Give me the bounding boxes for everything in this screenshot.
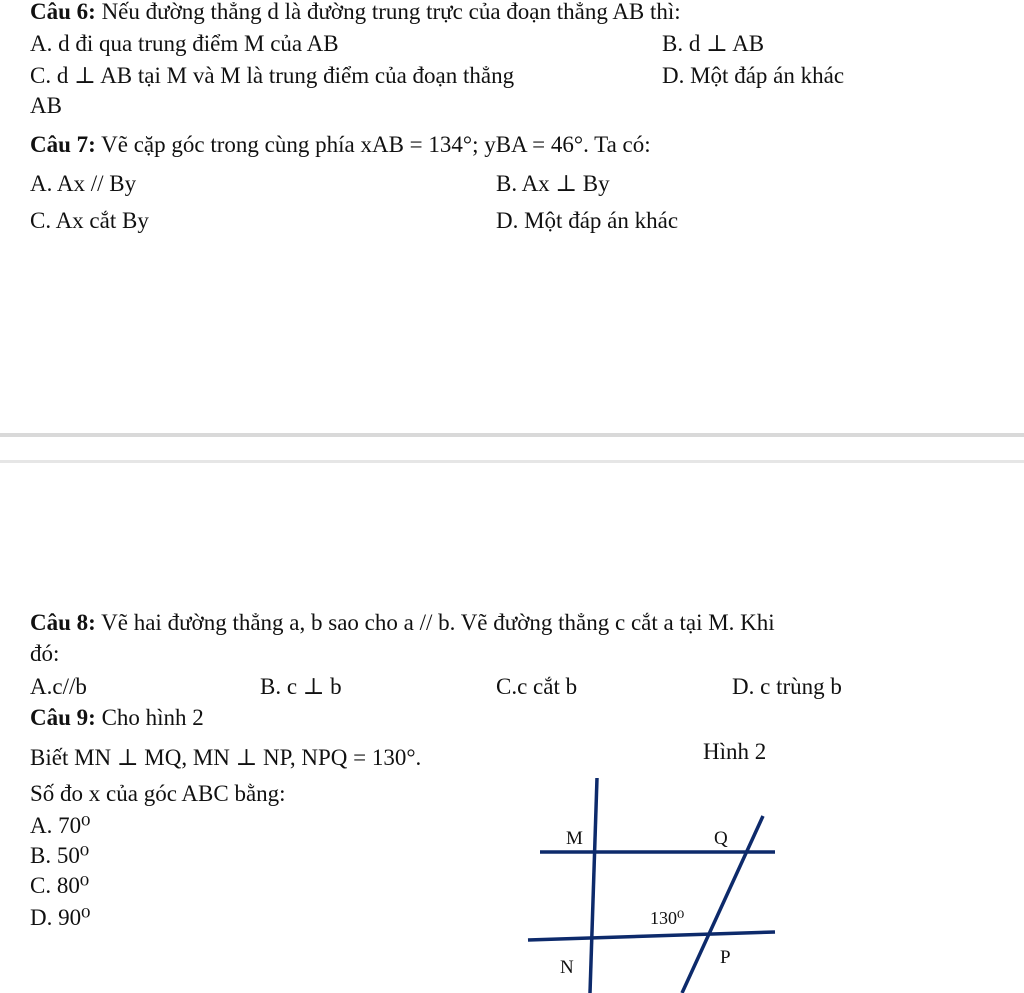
q7-stem-text: Vẽ cặp góc trong cùng phía xAB = 134°; yBA = 46°. Ta có: xyxy=(101,132,651,157)
q8-stem-continued: đó: xyxy=(30,641,60,666)
q6-stem-text: Nếu đường thẳng d là đường trung trực của đoạn thẳng AB thì: xyxy=(101,0,681,24)
q6-label: Câu 6: xyxy=(30,0,96,24)
label-p: P xyxy=(720,947,731,968)
q8-stem xyxy=(30,611,775,634)
q8-stem-text: Vẽ hai đường thẳng a, b sao cho a // b. Vẽ đường thẳng c cắt a tại M. Khi xyxy=(101,610,775,635)
q6-option-d[interactable]: D. Một đáp án khác xyxy=(662,63,845,88)
q9-given: Biết MN ⊥ MQ, MN ⊥ NP, NPQ = 130°. xyxy=(30,745,422,770)
q7-option-a[interactable]: A. Ax // By xyxy=(30,171,137,196)
page-separator-bottom xyxy=(0,460,1024,463)
q6-option-a[interactable]: A. d đi qua trung điểm M của AB xyxy=(30,31,339,56)
q6-option-b[interactable]: B. d ⊥ AB xyxy=(662,31,765,56)
q8-option-d[interactable]: D. c trùng b xyxy=(732,674,842,699)
q8-option-b[interactable]: B. c ⊥ b xyxy=(260,674,342,699)
q8-option-c[interactable]: C.c cắt b xyxy=(496,674,578,699)
angle-label-npq: 130⁰ xyxy=(650,908,685,928)
q9-stem xyxy=(30,706,204,729)
q9-option-b[interactable]: B. 50⁰ xyxy=(30,843,90,868)
q9-ask: Số đo x của góc ABC bằng: xyxy=(30,781,286,806)
q6-option-c[interactable]: C. d ⊥ AB tại M và M là trung điểm của đoạn thẳng xyxy=(30,63,515,88)
q9-label: Câu 9: xyxy=(30,705,96,730)
figure-caption: Hình 2 xyxy=(703,739,767,764)
label-m: M xyxy=(566,828,583,849)
q9-option-a[interactable]: A. 70⁰ xyxy=(30,813,91,838)
line-np xyxy=(528,932,775,940)
q6-option-c-continued: AB xyxy=(30,93,62,118)
q6-stem xyxy=(30,0,681,23)
line-mn xyxy=(590,778,597,993)
q7-option-c[interactable]: C. Ax cắt By xyxy=(30,208,149,233)
page-separator-top xyxy=(0,433,1024,437)
q9-option-c[interactable]: C. 80⁰ xyxy=(30,873,90,898)
q9-option-d[interactable]: D. 90⁰ xyxy=(30,905,91,930)
label-n: N xyxy=(560,957,574,978)
q7-option-b[interactable]: B. Ax ⊥ By xyxy=(496,171,610,196)
q8-label: Câu 8: xyxy=(30,610,96,635)
figure-hinh-2 xyxy=(520,770,790,993)
q9-stem-text: Cho hình 2 xyxy=(101,705,204,730)
label-q: Q xyxy=(714,828,728,849)
q7-option-d[interactable]: D. Một đáp án khác xyxy=(496,208,679,233)
q7-label: Câu 7: xyxy=(30,132,96,157)
q8-option-a[interactable]: A.c//b xyxy=(30,674,87,699)
q7-stem xyxy=(30,133,651,156)
